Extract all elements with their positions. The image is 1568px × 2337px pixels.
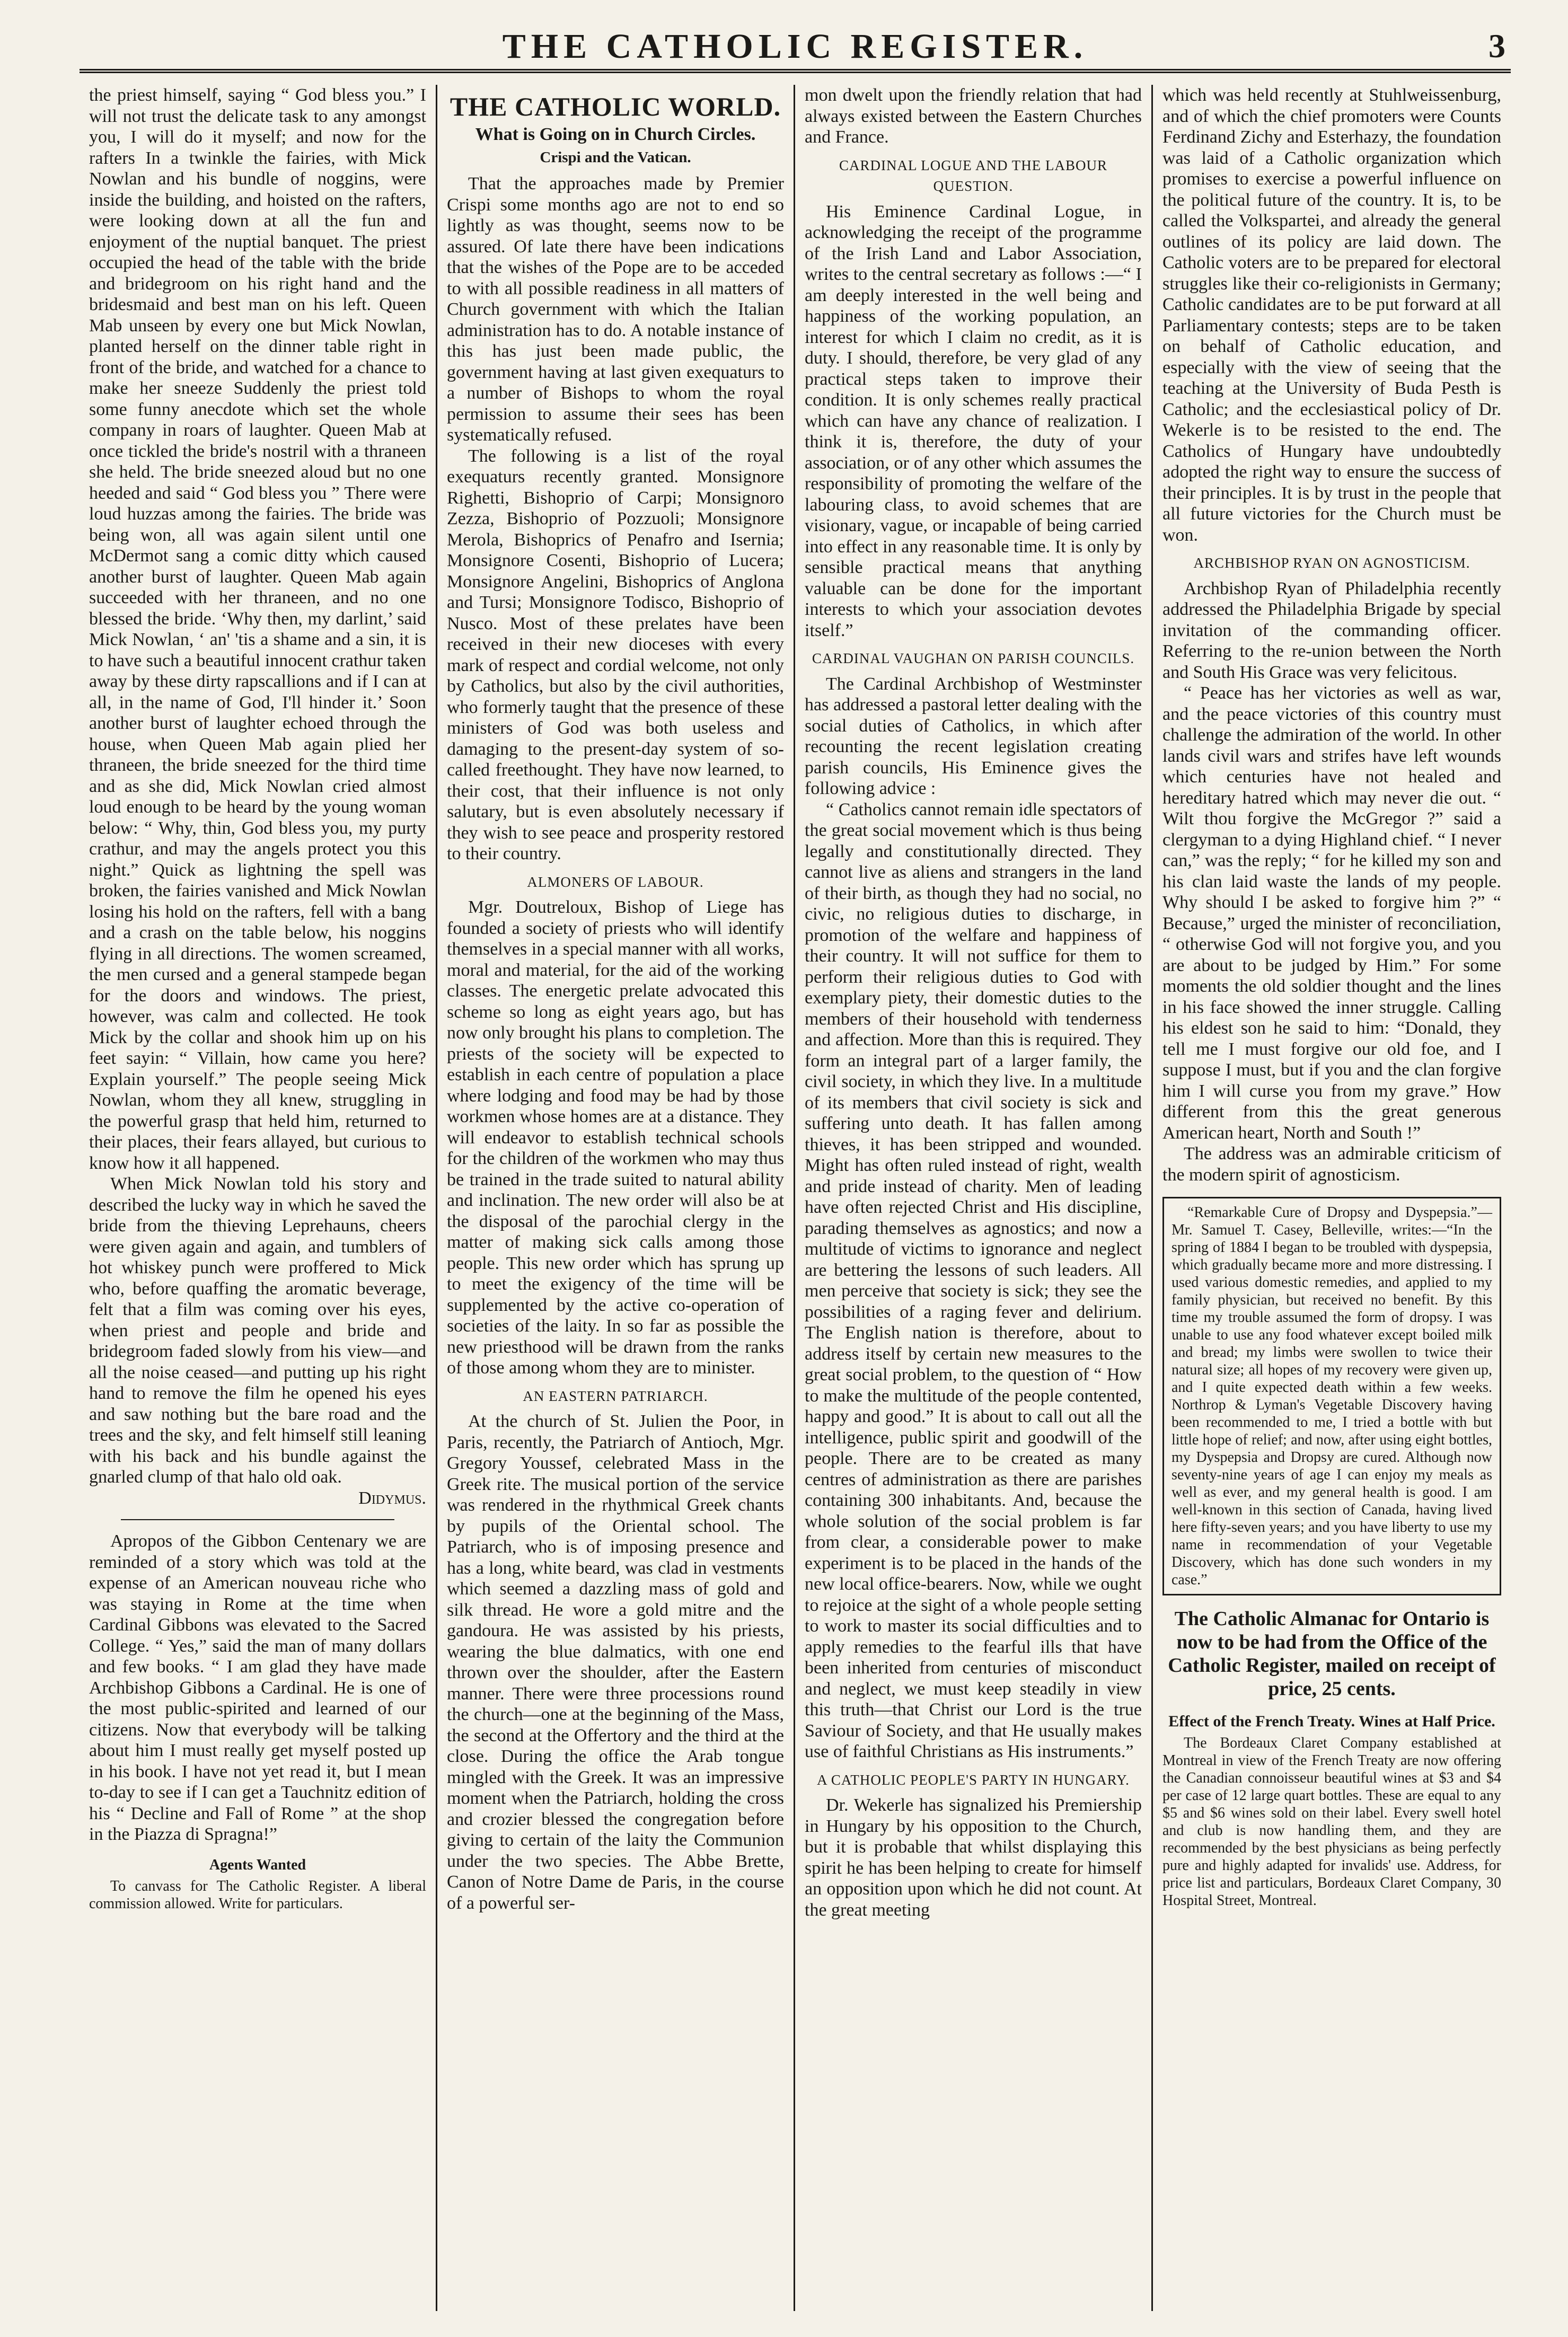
article-paragraph: which was held recently at Stuhlweissenburg, and of which the chief promoters were Counts Ferdinand Zichy and Esterhazy, the foundation was laid of a Catholic organization which promises to exercise a powerful influence on the political future of the country. It is, to be called the Volkspartei, and already the general outlines of its policy are laid down. The Catholic voters are to be prepared for electoral struggles like their co-religionists in Germany; Catholic candidates are to be put forward at all Parliamentary contests; steps are to be taken on behalf of Catholic education, and especially with the view of seeing that the teaching at the University of Buda Pesth is Catholic; and the ecclesiastical policy of Dr. Wekerle is to be resisted to the end. The Catholics of Hungary have undoubtedly adopted the right way to ensure the success of their principles. It is by trust in the people that all future victories for the Church must be won.: [1162, 85, 1501, 545]
article-paragraph: At the church of St. Julien the Poor, in Paris, recently, the Patriarch of Antioch, Mgr. Gregory Youssef, celebrated Mass in the Greek rite. The musical portion of the service was rendered in the rhythmical Greek chants by pupils of the Oriental school. The Patriarch, who is of imposing presence and has a long, white beard, was clad in vestments which seemed a dazzling mass of gold and silk thread. He wore a gold mitre and the gandoura. He was assisted by his priests, wearing the blue dalmatics, with one end thrown over the shoulder, after the Eastern manner. There were three processions round the church—one at the beginning of the Mass, the second at the Offertory and the third at the close. During the office the Arab tongue mingled with the Greek. It was an impressive moment when the Patriarch, holding the cross and crozier blessed the congregation before giving to certain of the laity the Communion under the two species. The Abbe Brette, Canon of Notre Dame de Paris, in the course of a powerful ser-: [447, 1412, 784, 1913]
newspaper-title: THE CATHOLIC REGISTER.: [502, 27, 1088, 66]
article-heading: A CATHOLIC PEOPLE'S PARTY IN HUNGARY.: [817, 1771, 1130, 1788]
article-paragraph: “ Catholics cannot remain idle spectators of the great social movement which is thus being legally and constitutionally directed. They cannot live as aliens and strangers in the land of their birth, as though they had no social, no civic, no religious duties to discharge, in promotion of the welfare and happiness of their country. It will not suffice for them to perform their religious duties to God with exemplary piety, their domestic duties to the members of their household with tenderness and affection. More than this is required. They form an integral part of a larger family, the civil society, in which they live. In a multitude of its members that civil society is sick and suffering unto death. It has fallen among thieves, it has been stripped and wounded. Might has often ruled instead of right, wealth and pride instead of charity. Men of leading have often rejected Christ and His discipline, parading themselves as agnostics; and now a multitude of victims to ignorance and neglect are bettering the lessons of such leaders. All men perceive that society is sick; they see the possibilities of a raging fever and delirium. The English nation is therefore, about to address itself by certain new measures to the great social problem, to the question of “ How to make the multitude of the people contented, happy and good.” It is about to call out all the intelligence, public spirit and goodwill of the people. There are to be created as many centres of administration as there are parishes containing 300 inhabitants. And, because the whole solution of the social problem is far from clear, a considerable power to make experiment is to be placed in the hands of the new local office-bearers. Now, while we ought to rejoice at the sight of a whole people setting to work to master its social difficulties and to apply remedies to the fearful ills that have been inherited from centuries of misconduct and neglect, we must keep steadily in view this truth—that Christ our Lord is the true Saviour of Society, and that He usually makes use of faithful Christians as His instruments.”: [805, 799, 1142, 1761]
article-paragraph: The Cardinal Archbishop of Westminster has addressed a pastoral letter dealing with the social duties of Catholics, in which after recounting the recent legislation creating parish councils, His Eminence gives the following advice :: [805, 674, 1142, 798]
article-heading: ARCHBISHOP RYAN ON AGNOSTICISM.: [1193, 555, 1470, 571]
article-heading: AN EASTERN PATRIARCH.: [523, 1388, 708, 1404]
article-paragraph: Mgr. Doutreloux, Bishop of Liege has founded a society of priests who will identify themselves in a special manner with all works, moral and material, for the aid of the working classes. The energetic prelate advocated this scheme so long as eight years ago, but has now only brought his plans to completion. The priests of the society will be expected to establish in each centre of population a place where lodging and food may be had by those workmen whose homes are at a distance. They will endeavor to establish technical schools for the children of the workmen who may thus be trained in the trade suited to natural ability and inclination. The new order will also be at the disposal of the parochial clergy in the matter of making sick calls among those people. This new order which has sprung up to meet the exigency of the time will be supplemented by the active co-operation of societies of the laity. In so far as possible the new priesthood will be drawn from the ranks of those among whom they are to minister.: [447, 897, 784, 1378]
story-paragraph: When Mick Nowlan told his story and described the lucky way in which he saved the bride from the thieving Leprehauns, cheers were given again and again, and tumblers of hot whiskey punch were proffered to Mick who, before quaffing the aromatic beverage, felt that a film was coming over his eyes, when priest and people and bride and bridegroom faded slowly from his view—and all the noise ceased—and putting up his right hand to remove the film he opened his eyes and saw nothing but the bare road and the trees and the sky, and felt himself still leaning with his back and his bundle against the gnarled clump of that halo old oak.: [89, 1174, 426, 1487]
story-signature: Didymus.: [358, 1488, 426, 1508]
article-paragraph: mon dwelt upon the friendly relation that had always existed between the Eastern Churches and France.: [805, 85, 1142, 147]
columns: [80, 85, 1511, 2311]
column-1: [80, 85, 437, 2311]
article-paragraph: That the approaches made by Premier Crispi some months ago are not to end so lightly as was thought, seems now to be assured. Of late there have been indications that the wishes of the Pope are to be acceded to with all possible readiness in all matters of Church government with which the Italian administration has to do. A notable instance of this has just been made public, the government having at last given exequaturs to a number of Bishops to whom the royal permission to assume their sees has been systematically refused.: [447, 174, 784, 445]
article-heading: CARDINAL VAUGHAN ON PARISH COUNCILS.: [812, 650, 1135, 666]
article-paragraph: Archbishop Ryan of Philadelphia recently addressed the Philadelphia Brigade by special invitation of the commanding officer. Referring to the re-union between the North and South His Grace was very felicitous.: [1162, 578, 1501, 682]
column-3: [795, 85, 1153, 2311]
gibbon-paragraph: Apropos of the Gibbon Centenary we are reminded of a story which was told at the expense of an American nouveau riche who was staying in Rome at the time when Cardinal Gibbons was elevated to the Sacred College. “ Yes,” said the man of many dollars and few books. “ I am glad they have made Archbishop Gibbons a Cardinal. He is one of the most public-spirited and learned of our citizens. Now that everybody will be talking about him I must really get myself posted up in his book. I have not yet read it, but I mean to-day to see if I can get a Tauchnitz edition of his “ Decline and Fall of Rome ” at the shop in the Piazza di Spragna!”: [89, 1531, 426, 1844]
article-paragraph: Dr. Wekerle has signalized his Premiership in Hungary by his opposition to the Church, but it is probable that whilst displaying this spirit he has been helping to create for himself an opposition upon which he did not count. At the great meeting: [805, 1795, 1142, 1920]
article-heading: CARDINAL LOGUE AND THE LABOUR QUESTION.: [839, 157, 1107, 194]
masthead: [80, 21, 1511, 73]
section-title: THE CATHOLIC WORLD.: [450, 92, 781, 121]
article-paragraph: The following is a list of the royal exequaturs recently granted. Monsignore Righetti, Bishoprio of Carpi; Monsignoro Zezza, Bishoprio of Pozzuoli; Monsignore Merola, Bishoprics of Penafro and Isernia; Monsignore Cosenti, Bishoprio of Lucera; Monsignore Angelini, Bishoprics of Anglona and Tursi; Monsignore Todisco, Bishoprio of Nusco. Most of these prelates have been received in their new dioceses with every mark of respect and cordial welcome, not only by Catholics, but also by the civil authorities, who formerly taught that the presence of these ministers of God was both useless and damaging to the present-day system of so-called freethought. They have now learned, to their cost, that their influence is not only salutary, but is even absolutely necessary if they wish to see peace and prosperity restored to their country.: [447, 446, 784, 863]
advertisement-heading: Effect of the French Treaty. Wines at Half Price.: [1168, 1713, 1495, 1730]
article-paragraph: “ Peace has her victories as well as war, and the peace victories of this country must challenge the admiration of the world. In other lands civil wars and strifes have left wounds which centuries have not healed and hereditary hatred which may never die out. “ Wilt thou forgive the McGregor ?” said a clergyman to a dying Highland chief. “ I never can,” was the reply; “ for he killed my son and his clan laid waste the lands of my people. Why should I be asked to forgive him ?” “ Because,” urged the minister of reconciliation, “ otherwise God will not forgive you, and you are about to be judged by Him.” For some moments the old soldier thought and the lines in his face showed the inner struggle. Calling his eldest son he said to him: “Donald, they tell me I must forgive our old foe, and I suppose I must, but if you and the clan forgive him I will curse you from my grave.” How different from this the great generous American heart, North and South !”: [1162, 683, 1501, 1143]
divider: [121, 1519, 394, 1520]
advertisement-text: The Bordeaux Claret Company established at Montreal in view of the French Treaty are now offering the Canadian connoisseur beautiful wines at $3 and $4 per case of 12 large quart bottles. These are equal to any $5 and $6 wines sold on their label. Every swell hotel and club is now handling them, and they are recommended by the best physicians as being perfectly pure and highly adapted for invalids' use. Address, for price list and particulars, Bordeaux Claret Company, 30 Hospital Street, Montreal.: [1162, 1735, 1501, 1909]
advertisement-box: [1162, 1197, 1501, 1595]
story-paragraph: the priest himself, saying “ God bless you.” I will not trust the delicate task to any amongst you, I will do it myself; and now for the rafters In a twinkle the fairies, with Mick Nowlan and his bundle of noggins, were inside the building, and hoisted on the rafters, were looking down at all the fun and enjoyment of the nuptial banquet. The priest occupied the head of the table with the bride and bridegroom on his right hand and the bridesmaid and best man on his left. Queen Mab unseen by every one but Mick Nowlan, planted herself on the dinner table right in front of the bride, and watched for a chance to make her sneeze Suddenly the priest told some funny anecdote which set the whole company in roars of laughter. Queen Mab at once tickled the bride's nostril with a thraneen she held. The bride sneezed aloud but no one heeded and said “ God bless you ” There were loud huzzas among the fairies. The bride was being won, all was again silent until one McDermot sang a comic ditty which caused another burst of laughter. Queen Mab again succeeded with her thraneen, and no one blessed the bride. ‘Why then, my darlint,’ said Mick Nowlan, ‘ an' 'tis a shame and a sin, it is to have such a beautiful innocent crathur taken away by these dirty rapscallions and if I can at all, in the name of God, I'll hinder it.’ Soon another burst of laughter echoed through the house, when Queen Mab again plied her thraneen, the bride sneezed for the third time and as she did, Mick Nowlan cried almost loud enough to be heard by the young woman below: “ Why, thin, God bless you, my purty crathur, and may the angels protect you this night.” Quick as lightning the spell was broken, the fairies vanished and Mick Nowlan losing his hold on the rafters, fell with a bang and a crash on the table below, his noggins flying in all directions. The women screamed, the men cursed and a general stampede began for the doors and windows. The priest, however, was calm and collected. He took Mick by the collar and shook him up on his feet sayin: “ Villain, how came you here? Explain yourself.” The people seeing Mick Nowlan, whom they all knew, struggling in the powerful grasp that held him, returned to their places, their fears allayed, but curious to know how it all happened.: [89, 85, 426, 1173]
article-heading: ALMONERS OF LABOUR.: [527, 874, 704, 890]
agents-wanted-text: To canvass for The Catholic Register. A liberal commission allowed. Write for particulars.: [89, 1878, 426, 1912]
almanac-notice: The Catholic Almanac for Ontario is now to be had from the Office of the Catholic Register, mailed on receipt of price, 25 cents.: [1168, 1608, 1496, 1700]
column-4: [1153, 85, 1511, 2311]
advertisement-text: “Remarkable Cure of Dropsy and Dyspepsia.”—Mr. Samuel T. Casey, Belleville, writes:—“In the spring of 1884 I began to be troubled with dyspepsia, which gradually became more and more distressing. I used various domestic remedies, and applied to my family physician, but received no benefit. By this time my trouble assumed the form of dropsy. I was unable to use any food whatever except boiled milk and bread; my limbs were swollen to twice their natural size; all hopes of my recovery were given up, and I quite expected death within a few weeks. Northrop & Lyman's Vegetable Discovery having been recommended to me, I tried a bottle with but little hope of relief; and now, after using eight bottles, my Dyspepsia and Dropsy are cured. Although now seventy-nine years of age I can enjoy my meals as well as ever, and my general health is good. I am well-known in this section of Canada, having lived here fifty-seven years; and you have liberty to use my name in recommendation of your Vegetable Discovery, which has done such wonders in my case.”: [1171, 1204, 1492, 1588]
article-paragraph: His Eminence Cardinal Logue, in acknowledging the receipt of the programme of the Irish Land and Labor Association, writes to the central secretary as follows :—“ I am deeply interested in the well being and happiness of the working population, an interest for which I claim no credit, as it is duty. I should, therefore, be very glad of any practical steps taken to improve their condition. It is only schemes really practical which can have any chance of realization. I think it is, therefore, the duty of your association, or of any other which assumes the responsibility of promoting the welfare of the labouring class, to avoid schemes that are visionary, vague, or incapable of being carried into effect in any reasonable time. It is only by sensible practical means that anything valuable can be done for the important interests to which your association devotes itself.”: [805, 201, 1142, 640]
agents-wanted-heading: Agents Wanted: [209, 1856, 306, 1873]
page-number: 3: [1488, 27, 1505, 65]
article-paragraph: The address was an admirable criticism of the modern spirit of agnosticism.: [1162, 1144, 1501, 1185]
article-heading: Crispi and the Vatican.: [540, 148, 691, 166]
column-2: [437, 85, 795, 2311]
section-subtitle: What is Going on in Church Circles.: [475, 125, 756, 144]
